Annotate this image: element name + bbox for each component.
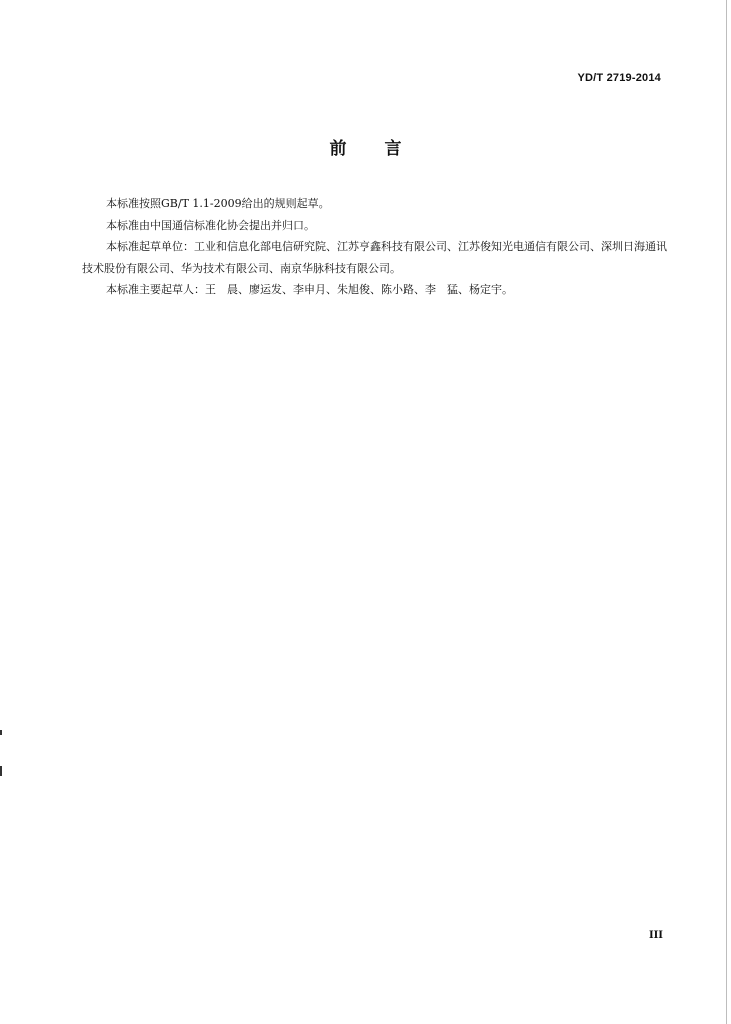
paragraph-drafters: 本标准主要起草人：王 晨、廖运发、李申月、朱旭俊、陈小路、李 猛、杨定宇。	[106, 283, 513, 296]
paragraph-drafting-units: 本标准起草单位：工业和信息化部电信研究院、江苏亨鑫科技有限公司、江苏俊知光电通信有限公司、深圳日海通讯技术股份有限公司、华为技术有限公司、南京华脉科技有限公司。	[82, 240, 667, 275]
paragraph-drafting-rules: 本标准按照GB/T 1.1-2009给出的规则起草。	[106, 197, 330, 210]
scan-speck	[0, 766, 2, 776]
foreword-body	[82, 193, 672, 301]
paragraph-proposer: 本标准由中国通信标准化协会提出并归口。	[106, 218, 315, 232]
page-number: III	[648, 930, 663, 941]
section-title: 前言	[329, 139, 440, 159]
document-code: YD/T 2719-2014	[577, 72, 661, 84]
scan-speck	[0, 730, 2, 735]
